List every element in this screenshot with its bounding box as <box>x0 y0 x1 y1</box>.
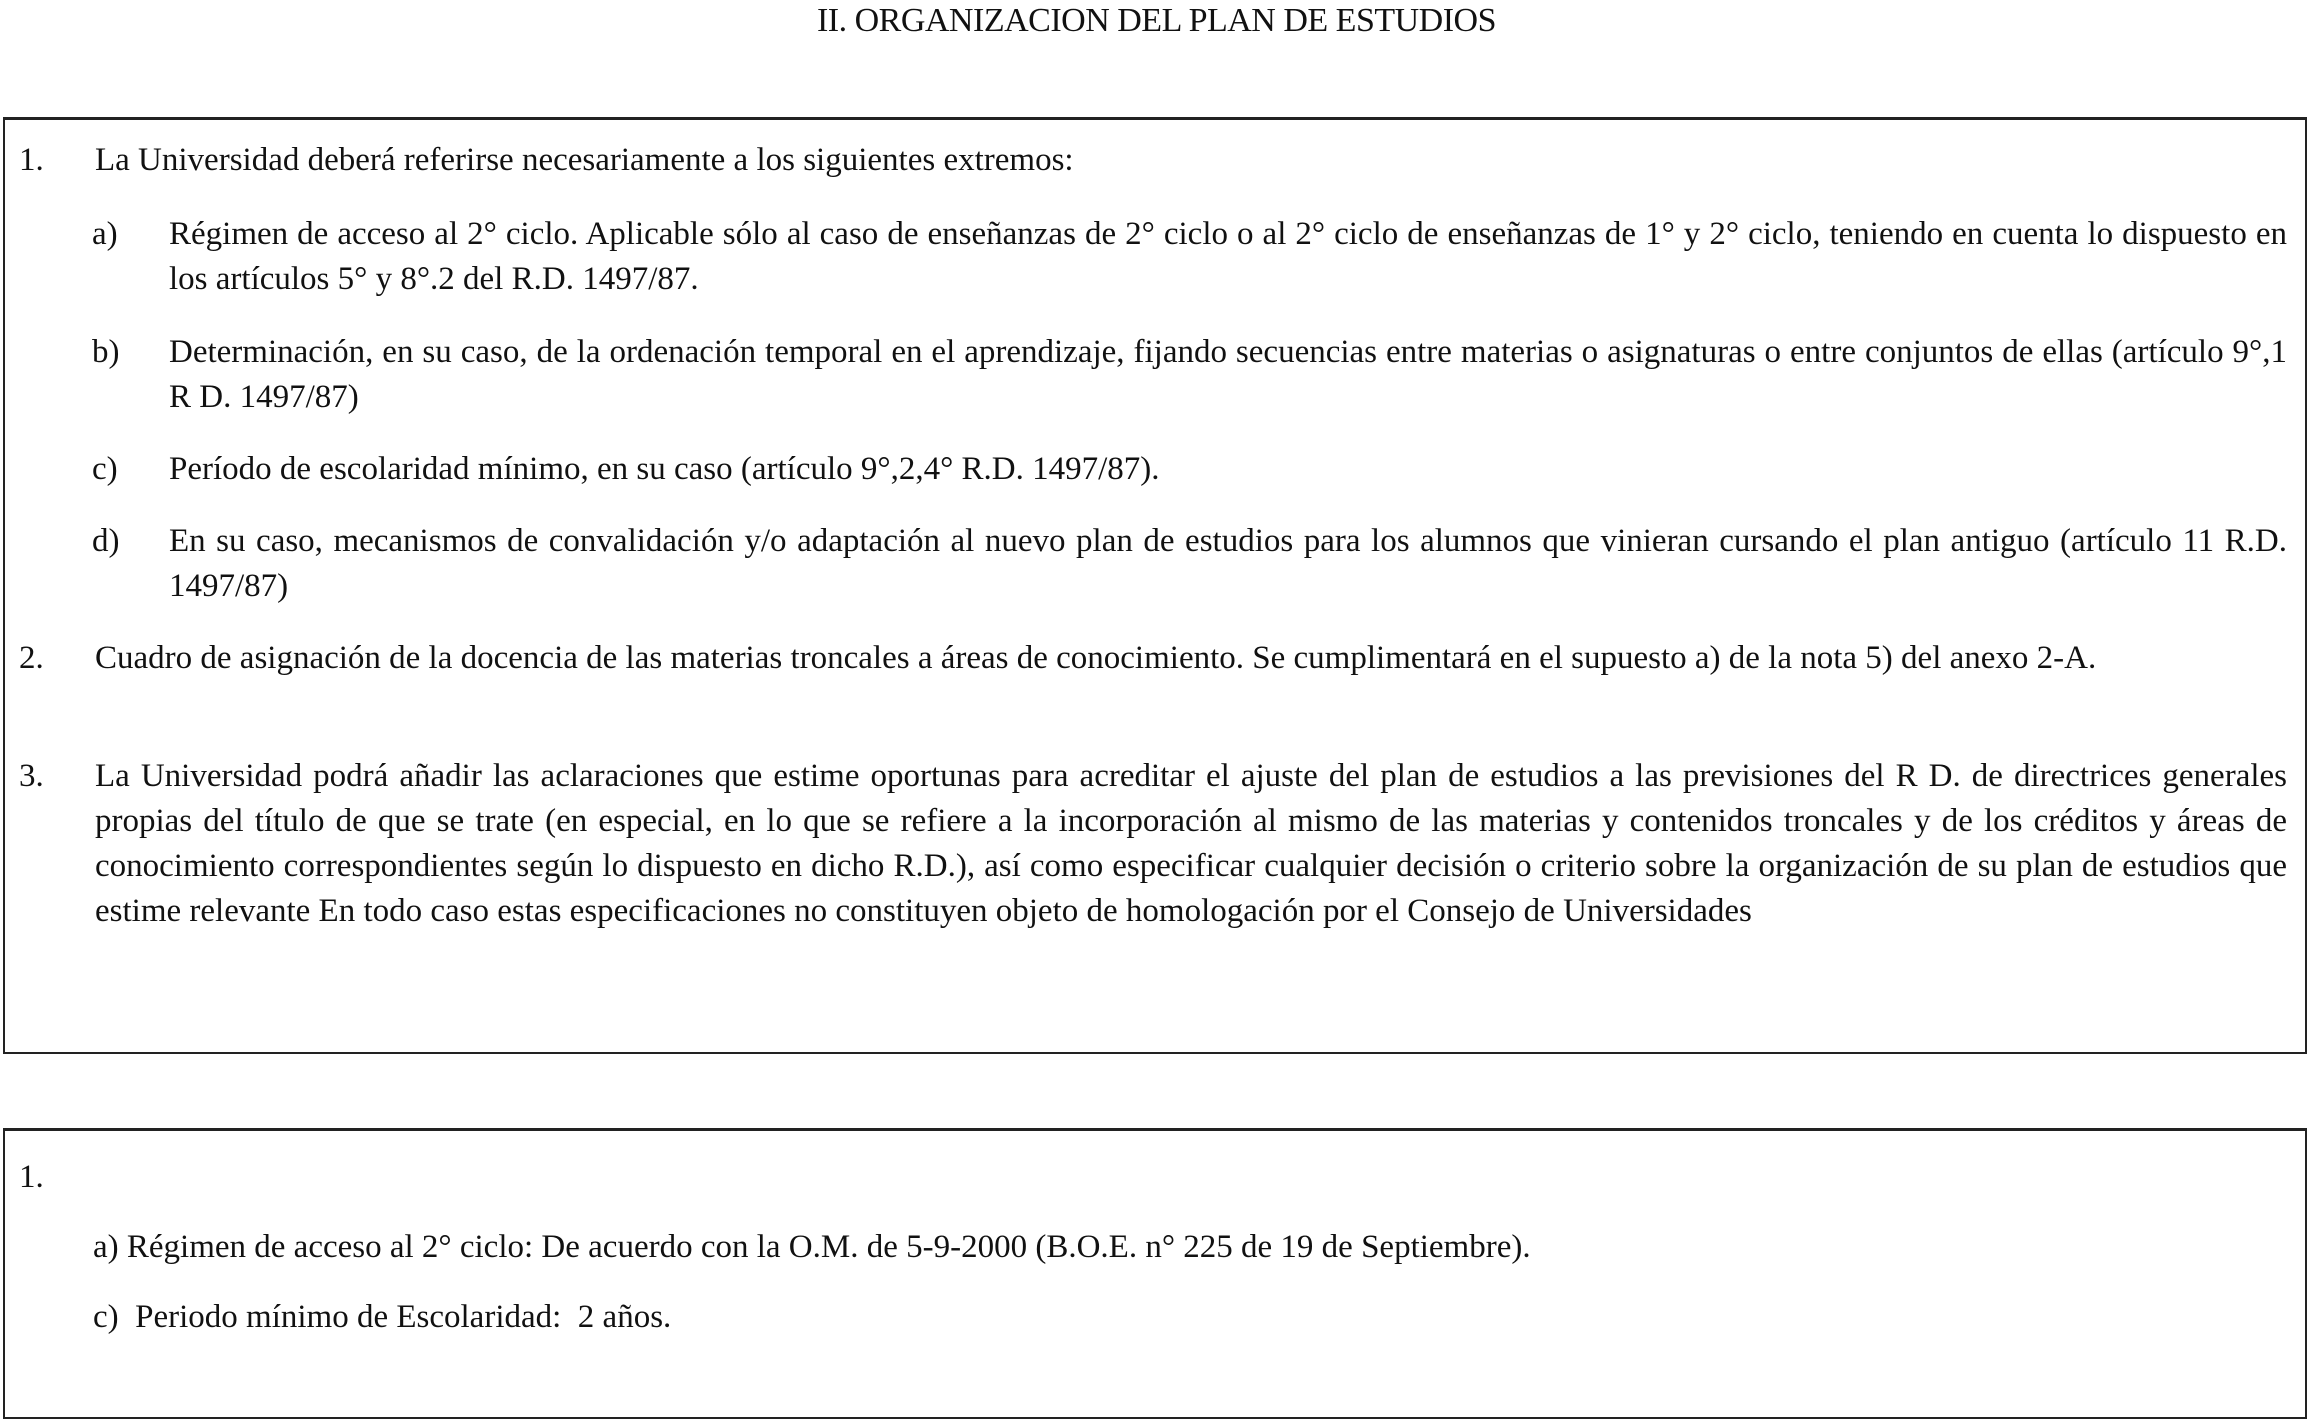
answer-item-a: a) Régimen de acceso al 2° ciclo: De acuerdo con la O.M. de 5-9-2000 (B.O.E. n° 225 de 19 de Septiembre). <box>93 1229 1531 1265</box>
item-number: 1. <box>19 142 44 178</box>
item-text: Período de escolaridad mínimo, en su caso (artículo 9°,2,4° R.D. 1497/87). <box>169 451 1160 487</box>
item-text: Régimen de acceso al 2° ciclo. Aplicable sólo al caso de enseñanzas de 2° ciclo o al 2° ciclo de enseñanzas de 1° y 2° ciclo, teniendo en cuenta lo dispuesto en los artículos 5° y 8°.2 del R.D. 1497/87. <box>169 216 2287 297</box>
item-number: 2. <box>19 640 44 676</box>
item-letter: b) <box>92 334 120 370</box>
item-letter: a) <box>92 216 118 252</box>
answer-box <box>3 1128 2307 1419</box>
answer-item-c: c) Periodo mínimo de Escolaridad: 2 años. <box>93 1299 672 1335</box>
answer-number: 1. <box>19 1159 44 1195</box>
requirements-box <box>3 117 2307 1054</box>
item-text: La Universidad deberá referirse necesariamente a los siguientes extremos: <box>95 142 1074 178</box>
item-text: Determinación, en su caso, de la ordenación temporal en el aprendizaje, fijando secuencias entre materias o asignaturas o entre conjuntos de ellas (artículo 9°,1 R D. 1497/87) <box>169 334 2287 415</box>
item-text: Cuadro de asignación de la docencia de las materias troncales a áreas de conocimiento. Se cumplimentará en el supuesto a) de la nota 5) del anexo 2-A. <box>95 640 2097 676</box>
page-title: II. ORGANIZACION DEL PLAN DE ESTUDIOS <box>816 2 1497 39</box>
item-text: En su caso, mecanismos de convalidación y/o adaptación al nuevo plan de estudios para los alumnos que vinieran cursando el plan antiguo (artículo 11 R.D. 1497/87) <box>169 523 2287 604</box>
item-letter: d) <box>92 523 120 559</box>
item-number: 3. <box>19 758 44 794</box>
item-text: La Universidad podrá añadir las aclaraciones que estime oportunas para acreditar el ajuste del plan de estudios a las previsiones del R D. de directrices generales propias del título de que se trate (en especial, en lo que se refiere a la incorporación al mismo de las materias y contenidos troncales y de los créditos y áreas de conocimiento correspondientes según lo dispuesto en dicho R.D.), así como especificar cualquier decisión o criterio sobre la organización de su plan de estudios que estime relevante En todo caso estas especificaciones no constituyen objeto de homologación por el Consejo de Universidades <box>95 758 2287 929</box>
item-letter: c) <box>92 451 118 487</box>
